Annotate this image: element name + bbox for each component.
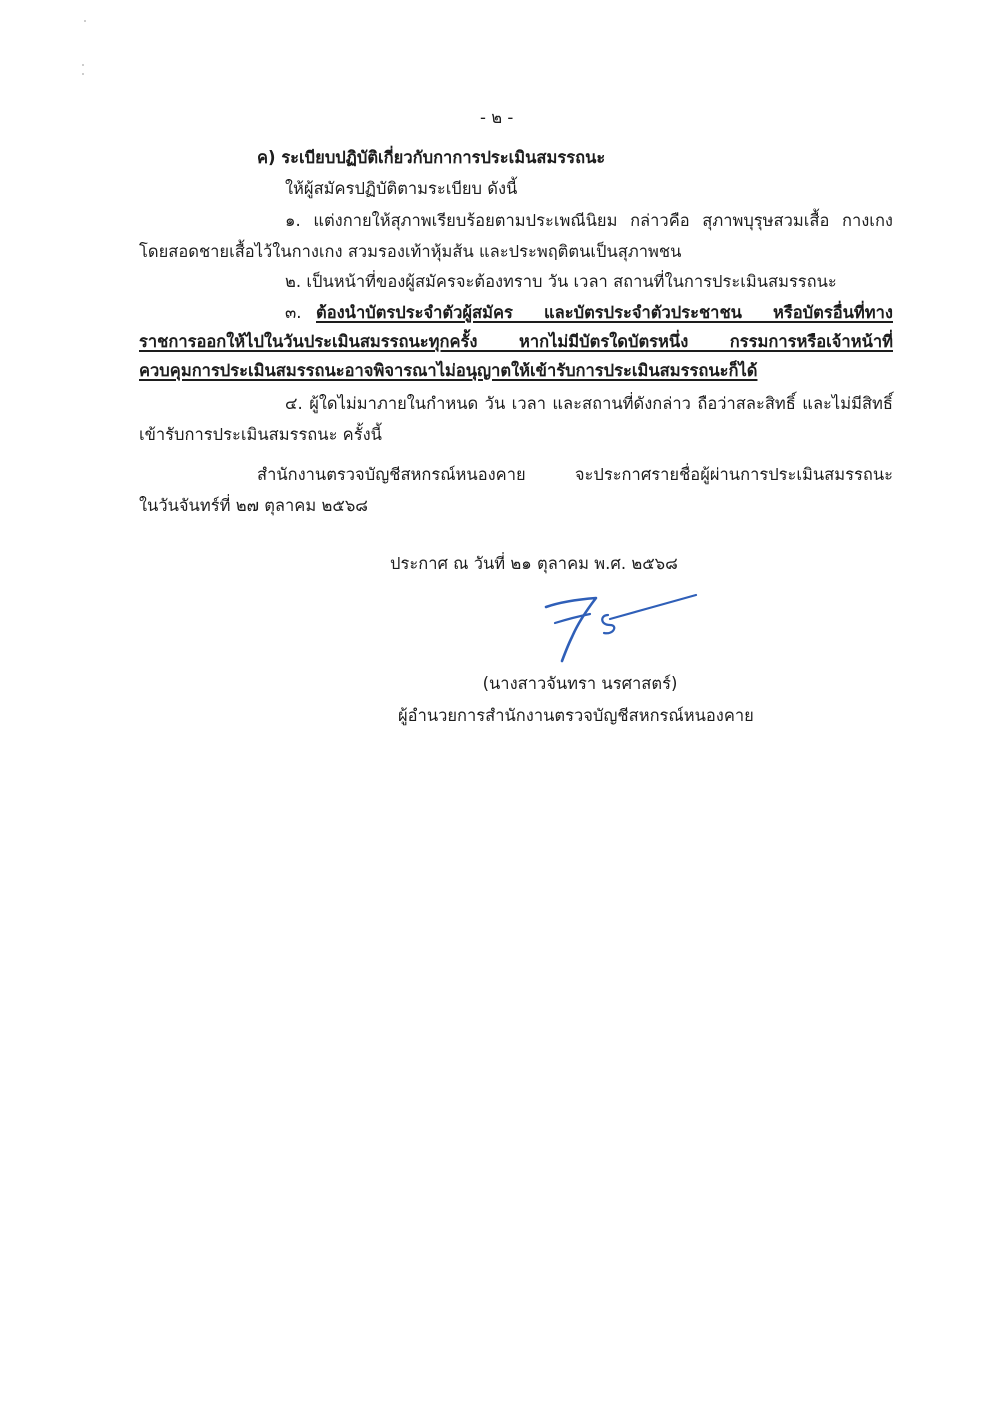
rule-1-line-1: ๑. แต่งกายให้สุภาพเรียบร้อยตามประเพณีนิยม กล่าวคือ สุภาพบุรุษสวมเสื้อ กางเกง: [285, 211, 893, 230]
rule-3-number: ๓.: [285, 303, 302, 322]
rule-4-line-2: เข้ารับการประเมินสมรรถนะ ครั้งนี้: [139, 425, 382, 444]
rule-3-line-3: ควบคุมการประเมินสมรรถนะอาจพิจารณาไม่อนุญาตให้เข้ารับการประเมินสมรรถนะก็ได้: [139, 361, 758, 380]
announcement-line-1: สำนักงานตรวจบัญชีสหกรณ์หนองคาย จะประกาศรายชื่อผู้ผ่านการประเมินสมรรถนะ: [257, 465, 893, 484]
scan-mark: [84, 20, 86, 22]
rule-3-line-2: ราชการออกให้ไปในวันประเมินสมรรถนะทุกครั้ง หากไม่มีบัตรใดบัตรหนึ่ง กรรมการหรือเจ้าหน้าที่: [139, 332, 893, 351]
section-heading: ค) ระเบียบปฏิบัติเกี่ยวกับกาการประเมินสมรรถนะ: [257, 148, 606, 167]
section-intro: ให้ผู้สมัครปฏิบัติตามระเบียบ ดังนี้: [285, 179, 518, 198]
rule-2-line-1: ๒. เป็นหน้าที่ของผู้สมัครจะต้องทราบ วัน เวลา สถานที่ในการประเมินสมรรถนะ: [285, 272, 837, 291]
rule-3-line-1: ต้องนำบัตรประจำตัวผู้สมัคร และบัตรประจำตัวประชาชน หรือบัตรอื่นที่ทาง: [316, 303, 893, 322]
announcement-date: ประกาศ ณ วันที่ ๒๑ ตุลาคม พ.ศ. ๒๕๖๘: [390, 554, 678, 573]
rule-1-line-2: โดยสอดชายเสื้อไว้ในกางเกง สวมรองเท้าหุ้มส้น และประพฤติตนเป็นสุภาพชน: [139, 242, 682, 261]
handwritten-signature: [538, 585, 708, 665]
page-number: - ๒ -: [480, 108, 514, 127]
announcement-line-2: ในวันจันทร์ที่ ๒๗ ตุลาคม ๒๕๖๘: [139, 496, 369, 515]
signatory-name: (นางสาวจันทรา นรศาสตร์): [482, 674, 678, 693]
rule-4-line-1: ๔. ผู้ใดไม่มาภายในกำหนด วัน เวลา และสถานที่ดังกล่าว ถือว่าสละสิทธิ์ และไม่มีสิทธิ์: [285, 394, 893, 413]
scan-mark: [82, 73, 84, 75]
scan-mark: [82, 64, 84, 66]
signatory-position: ผู้อำนวยการสำนักงานตรวจบัญชีสหกรณ์หนองคาย: [398, 706, 754, 725]
